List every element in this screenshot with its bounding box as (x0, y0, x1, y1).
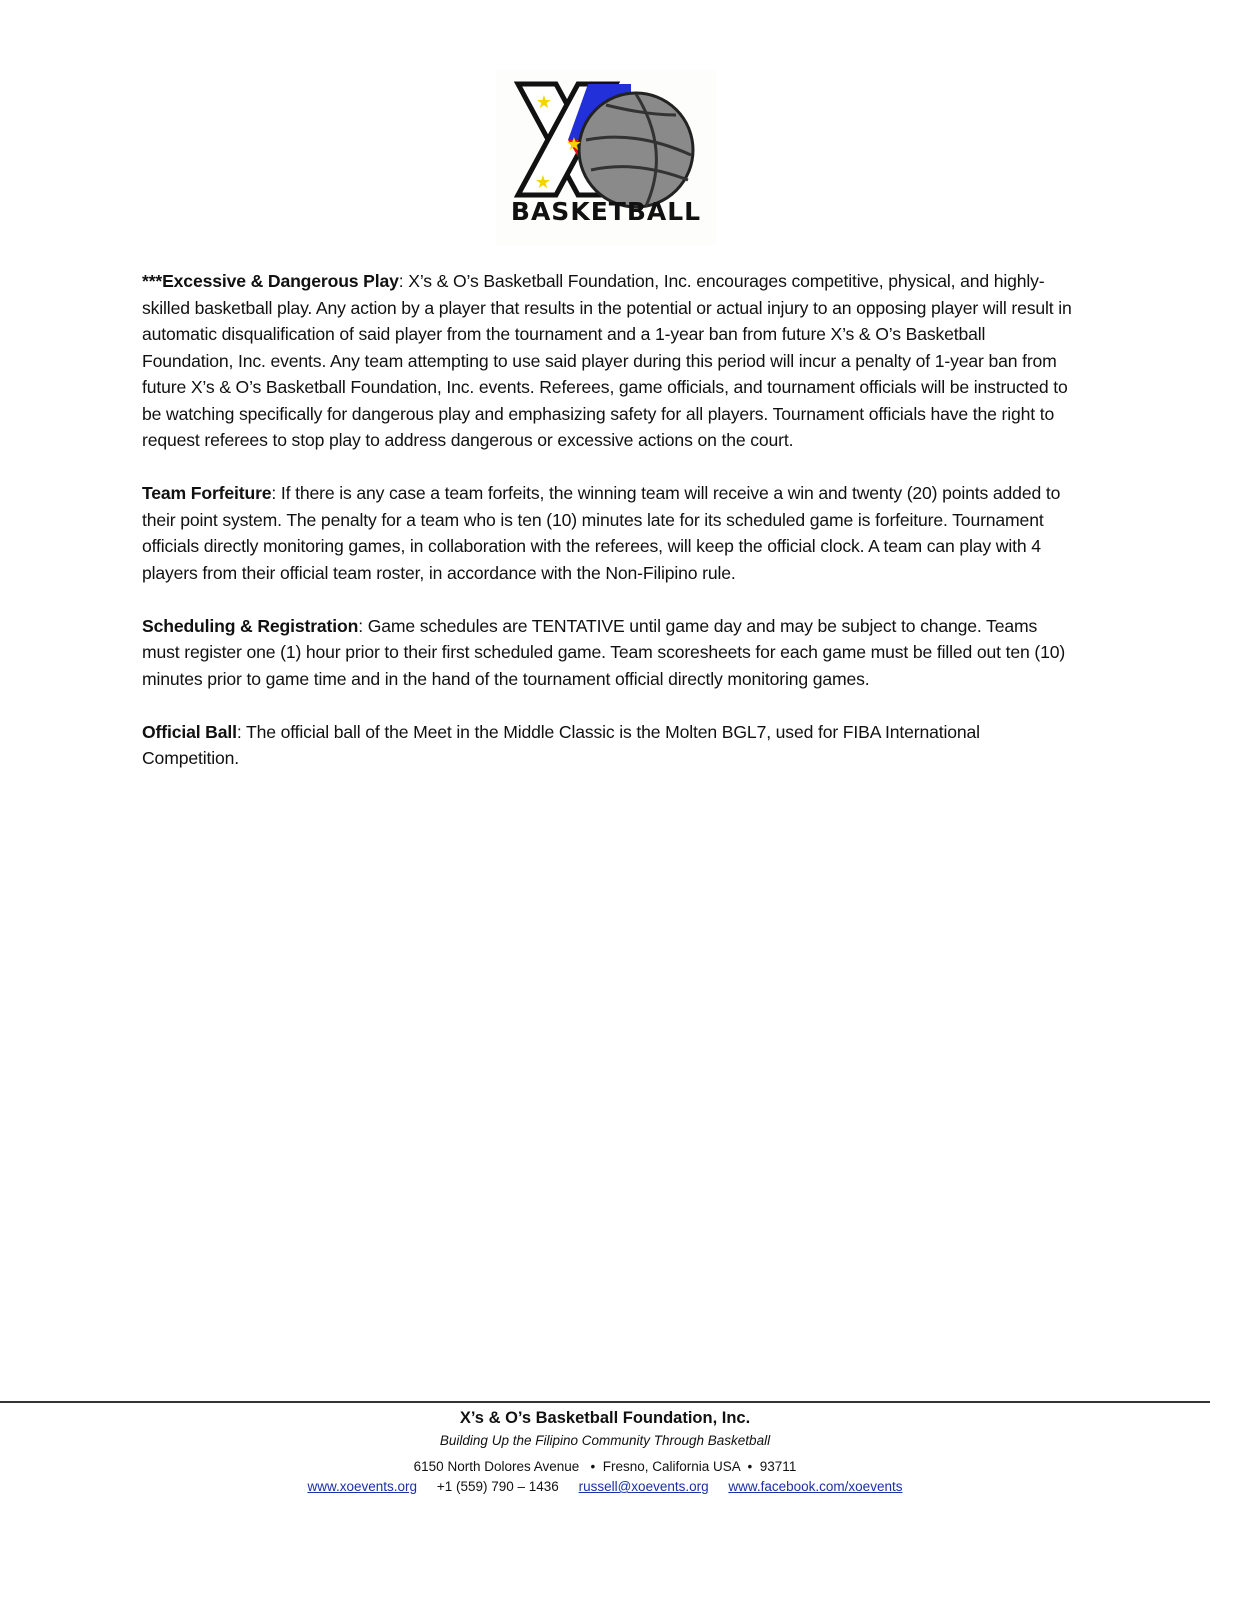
footer-tagline: Building Up the Filipino Community Through Basketball (439, 1433, 771, 1448)
section-heading: Team Forfeiture (142, 483, 272, 503)
section-body: Game schedules are TENTATIVE until game day and may be subject to change. Teams must register one (1) hour prior to their first scheduled game. Team scoresheets for each game must be filled out ten (10) minutes prior to game time and in the hand of the tournament official directly monitoring games. (142, 615, 1066, 689)
footer-address: 6150 North Dolores Avenue • Fresno, California USA • 93711 (413, 1459, 797, 1474)
svg-text:★: ★ (535, 92, 553, 112)
section-body: The official ball of the Meet in the Middle Classic is the Molten BGL7, used for FIBA International Competition. (142, 721, 980, 768)
xo-basketball-logo (496, 70, 716, 245)
section-official-ball: Official Ball: The official ball of the Meet in the Middle Classic is the Molten BGL7, used for FIBA International Competition. (142, 721, 980, 768)
svg-text:★: ★ (565, 134, 583, 154)
email-link[interactable]: russell@xoevents.org (578, 1479, 709, 1494)
footer-divider (0, 1401, 1210, 1403)
section-excessive-play: ***Excessive & Dangerous Play: X’s & O’s Basketball Foundation, Inc. encourages competitive, physical, and highly-skilled basketball play. Any action by a player that results in the potential or actual injury to an opposing player will result in automatic disqualification of said player from the tournament and a 1-year ban from future X’s & O’s Basketball Foundation, Inc. events. Any team attempting to use said player during this period will incur a penalty of 1-year ban from future X’s & O’s Basketball Foundation, Inc. events. Referees, game officials, and tournament officials will be instructed to be watching specifically for dangerous play and emphasizing safety for all players. Tournament officials have the right to request referees to stop play to address dangerous or excessive actions on the court. (142, 271, 1072, 450)
section-team-forfeiture: Team Forfeiture: If there is any case a team forfeits, the winning team will receive a win and twenty (20) points added to their point system. The penalty for a team who is ten (10) minutes late for its scheduled game is forfeiture. Tournament officials directly monitoring games, in collaboration with the referees, will keep the official clock. A team can play with 4 players from their official team roster, in accordance with the Non-Filipino rule. (142, 483, 1061, 583)
svg-text:★: ★ (534, 172, 552, 192)
website-link[interactable]: www.xoevents.org (307, 1479, 418, 1494)
facebook-link[interactable]: www.facebook.com/xoevents (728, 1479, 903, 1494)
footer-contacts (0, 1479, 1210, 1494)
section-heading: Official Ball (142, 721, 237, 742)
rules-content (142, 268, 1072, 798)
section-heading: Scheduling & Registration (142, 615, 359, 636)
section-body: If there is any case a team forfeits, the winning team will receive a win and twenty (20) points added to their point system. The penalty for a team who is ten (10) minutes late for its scheduled game is forfeiture. Tournament officials directly monitoring games, in collaboration with the referees, will keep the official clock. A team can play with 4 players from their official team roster, in accordance with the Non-Filipino rule. (142, 483, 1061, 583)
footer-org-name: X’s & O’s Basketball Foundation, Inc. (459, 1409, 751, 1427)
section-heading: ***Excessive & Dangerous Play (142, 271, 399, 291)
phone-number: +1 (559) 790 – 1436 (436, 1479, 559, 1494)
section-body: X’s & O’s Basketball Foundation, Inc. encourages competitive, physical, and highly-skilled basketball play. Any action by a player that results in the potential or actual injury to an opposing player will result in automatic disqualification of said player from the tournament and a 1-year ban from future X’s & O’s Basketball Foundation, Inc. events. Any team attempting to use said player during this period will incur a penalty of 1-year ban from future X’s & O’s Basketball Foundation, Inc. events. Referees, game officials, and tournament officials will be instructed to be watching specifically for dangerous play and emphasizing safety for all players. Tournament officials have the right to request referees to stop play to address dangerous or excessive actions on the court. (142, 271, 1072, 450)
logo-wordmark: BASKETBALL (510, 197, 702, 226)
section-scheduling: Scheduling & Registration: Game schedules are TENTATIVE until game day and may be subject to change. Teams must register one (1) hour prior to their first scheduled game. Team scoresheets for each game must be filled out ten (10) minutes prior to game time and in the hand of the tournament official directly monitoring games. (142, 615, 1066, 689)
